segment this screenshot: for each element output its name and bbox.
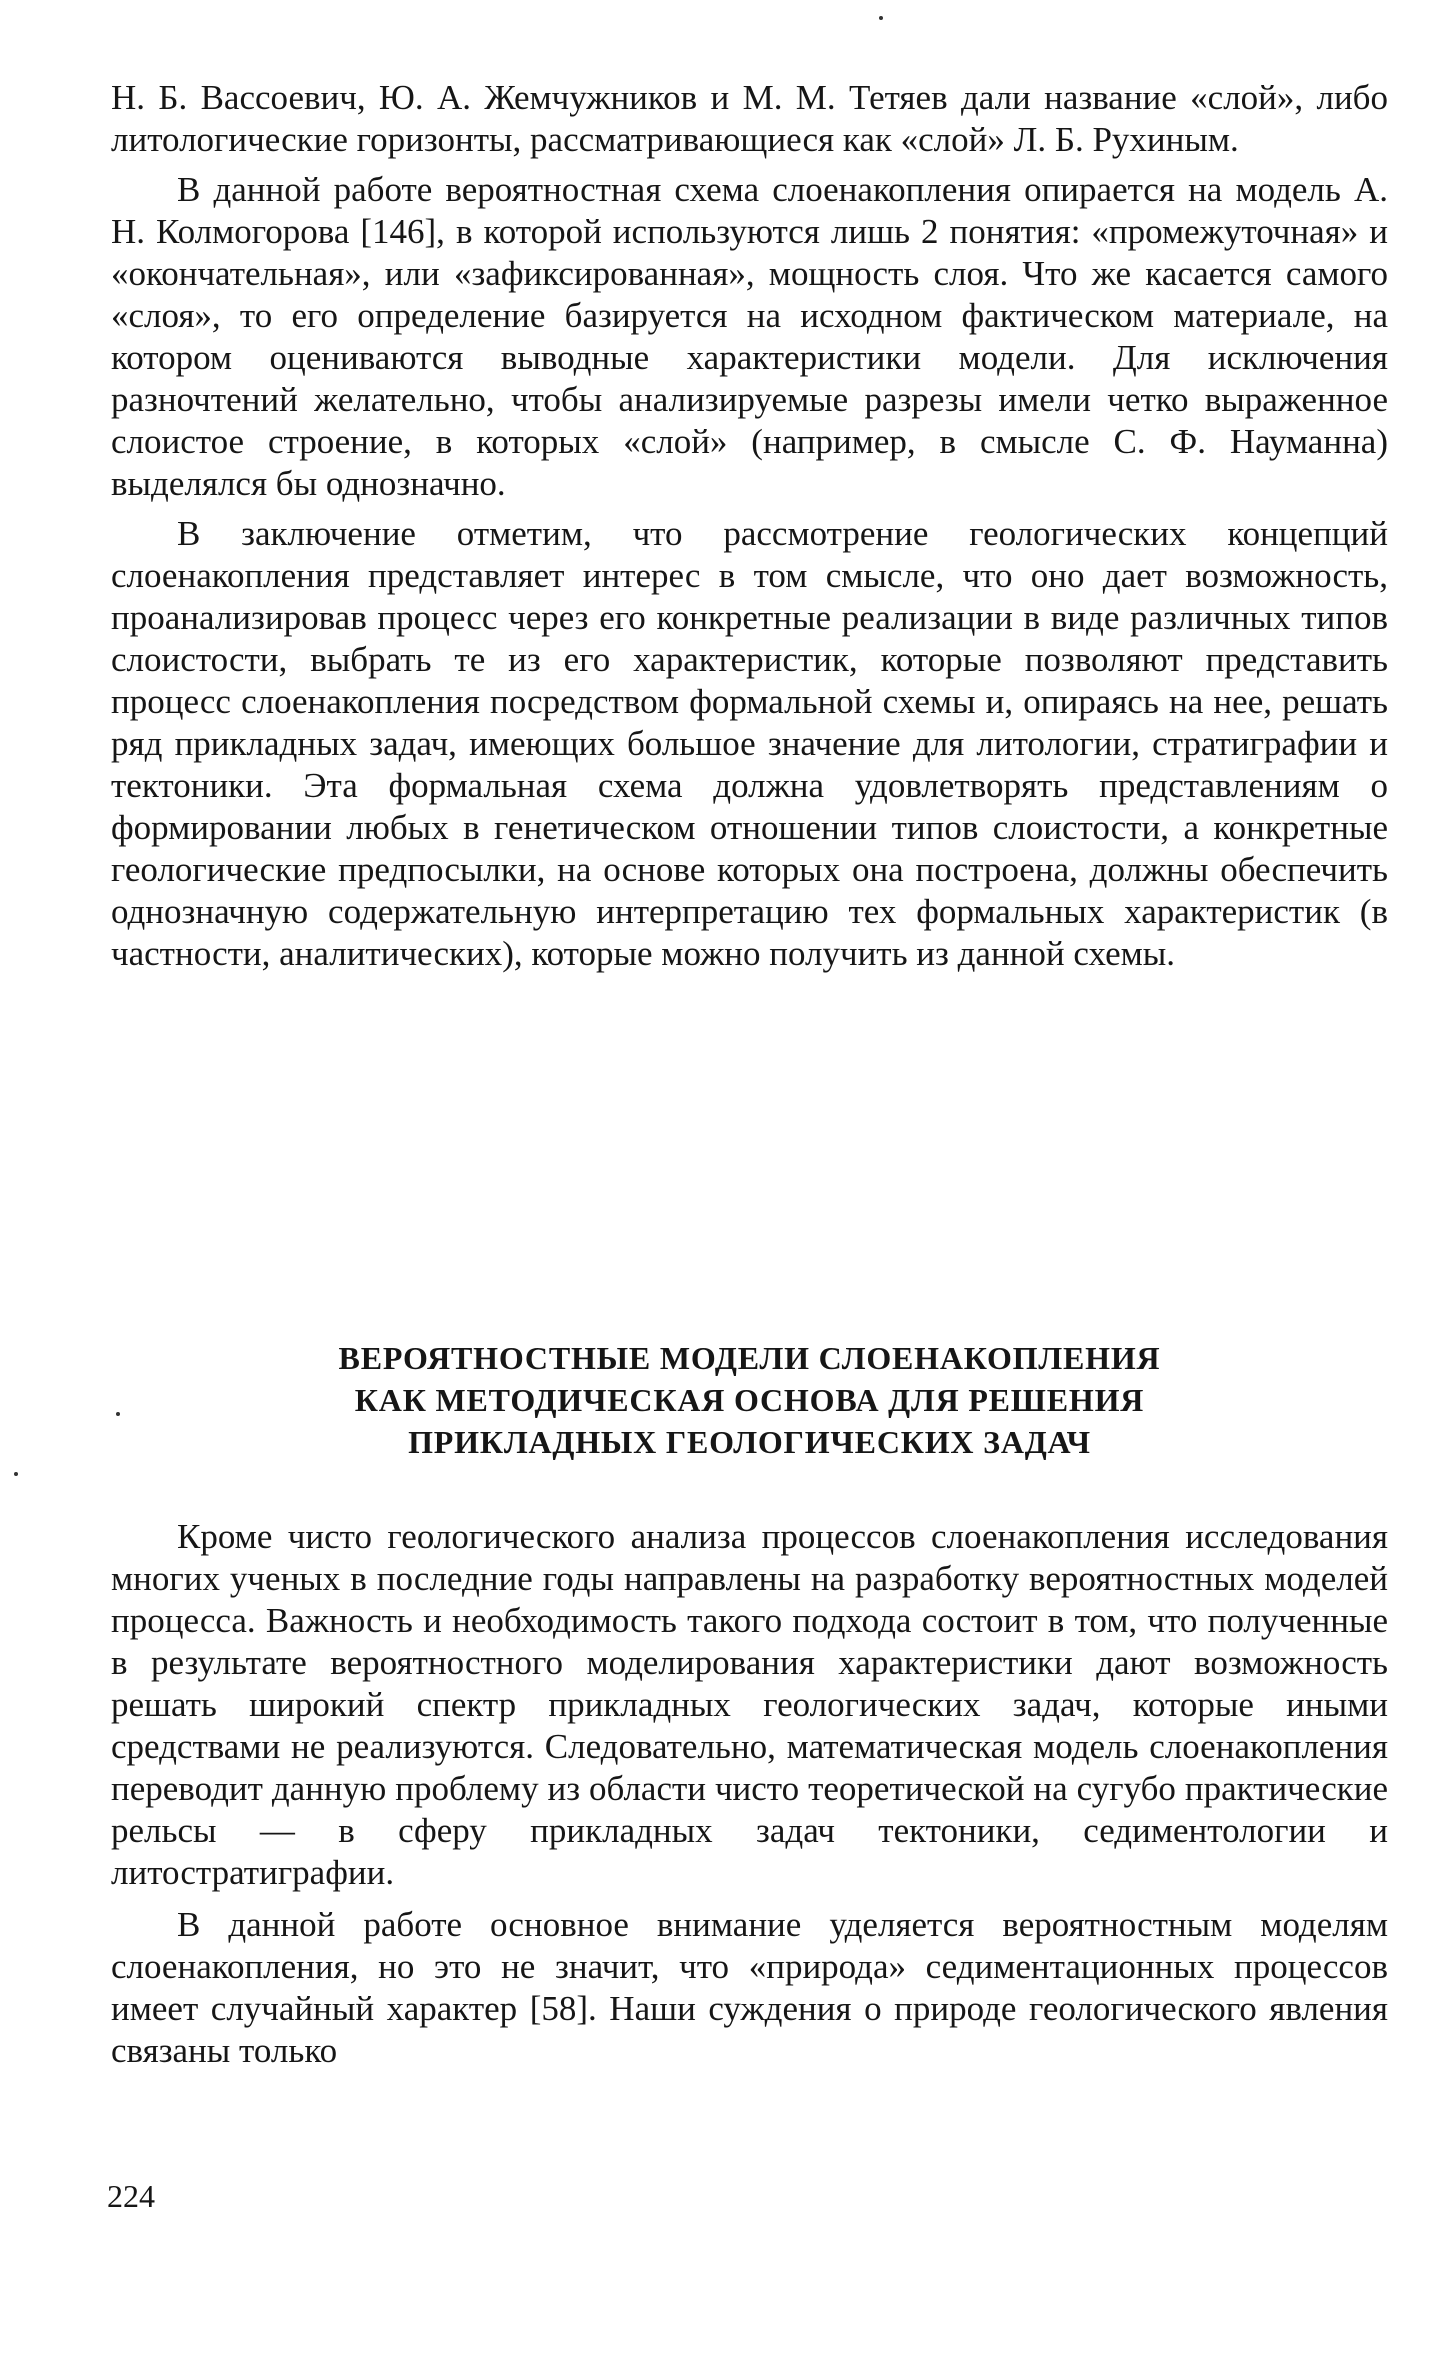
paragraph-probabilistic-models: Кроме чисто геологического анализа процессов слоенакопления исследования многих ученых в последние годы направлены на разработку вероятностных моделей процесса. Важность и необходимость такого подхода состоит в том, что полученные в результате вероятностного моделирования характеристики дают возможность решать широкий спектр прикладных геологических задач, которые иными средствами не реализуются. Следовательно, математическая модель слоенакопления переводит данную проблему из области чисто теоретической на сугубо практические рельсы — в сферу прикладных задач тектоники, седиментологии и литостратиграфии. xyxy=(111,1517,1388,1892)
body-text-top xyxy=(111,77,1388,975)
print-speck xyxy=(14,1472,18,1476)
paragraph-continuation: Н. Б. Вассоевич, Ю. А. Жемчужников и М. М. Тетяев дали название «слой», либо литологические горизонты, рассматривающиеся как «слой» Л. Б. Рухиным. xyxy=(111,78,1388,159)
page-number: 224 xyxy=(107,2178,155,2214)
body-text-bottom xyxy=(111,1516,1388,2072)
section-heading-line: КАК МЕТОДИЧЕСКАЯ ОСНОВА ДЛЯ РЕШЕНИЯ xyxy=(354,1382,1145,1418)
section-heading-line: ВЕРОЯТНОСТНЫЕ МОДЕЛИ СЛОЕНАКОПЛЕНИЯ xyxy=(338,1340,1161,1376)
print-speck xyxy=(879,16,883,20)
section-heading xyxy=(111,1337,1388,1463)
section-heading-line: ПРИКЛАДНЫХ ГЕОЛОГИЧЕСКИХ ЗАДАЧ xyxy=(408,1424,1091,1460)
paragraph-main-attention: В данной работе основное внимание уделяется вероятностным моделям слоенакопления, но это не значит, что «природа» седиментационных процессов имеет случайный характер [58]. Наши суждения о природе геологического явления связаны только xyxy=(111,1905,1388,2070)
paragraph-kolmogorov-model: В данной работе вероятностная схема слоенакопления опирается на модель А. Н. Колмогорова [146], в которой используются лишь 2 понятия: «промежуточная» и «окончательная», или «зафиксированная», мощность слоя. Что же касается самого «слоя», то его определение базируется на исходном фактическом материале, на котором оцениваются выводные характеристики модели. Для исключения разночтений желательно, чтобы анализируемые разрезы имели четко выраженное слоистое строение, в которых «слой» (например, в смысле С. Ф. Науманна) выделялся бы однозначно. xyxy=(111,170,1388,503)
paragraph-conclusion: В заключение отметим, что рассмотрение геологических концепций слоенакопления представляет интерес в том смысле, что оно дает возможность, проанализировав процесс через его конкретные реализации в виде различных типов слоистости, выбрать те из его характеристик, которые позволяют представить процесс слоенакопления посредством формальной схемы и, опираясь на нее, решать ряд прикладных задач, имеющих большое значение для литологии, стратиграфии и тектоники. Эта формальная схема должна удовлетворять представлениям о формировании любых в генетическом отношении типов слоистости, а конкретные геологические предпосылки, на основе которых она построена, должны обеспечить однозначную содержательную интерпретацию тех формальных характеристик (в частности, аналитических), которые можно получить из данной схемы. xyxy=(111,514,1388,973)
